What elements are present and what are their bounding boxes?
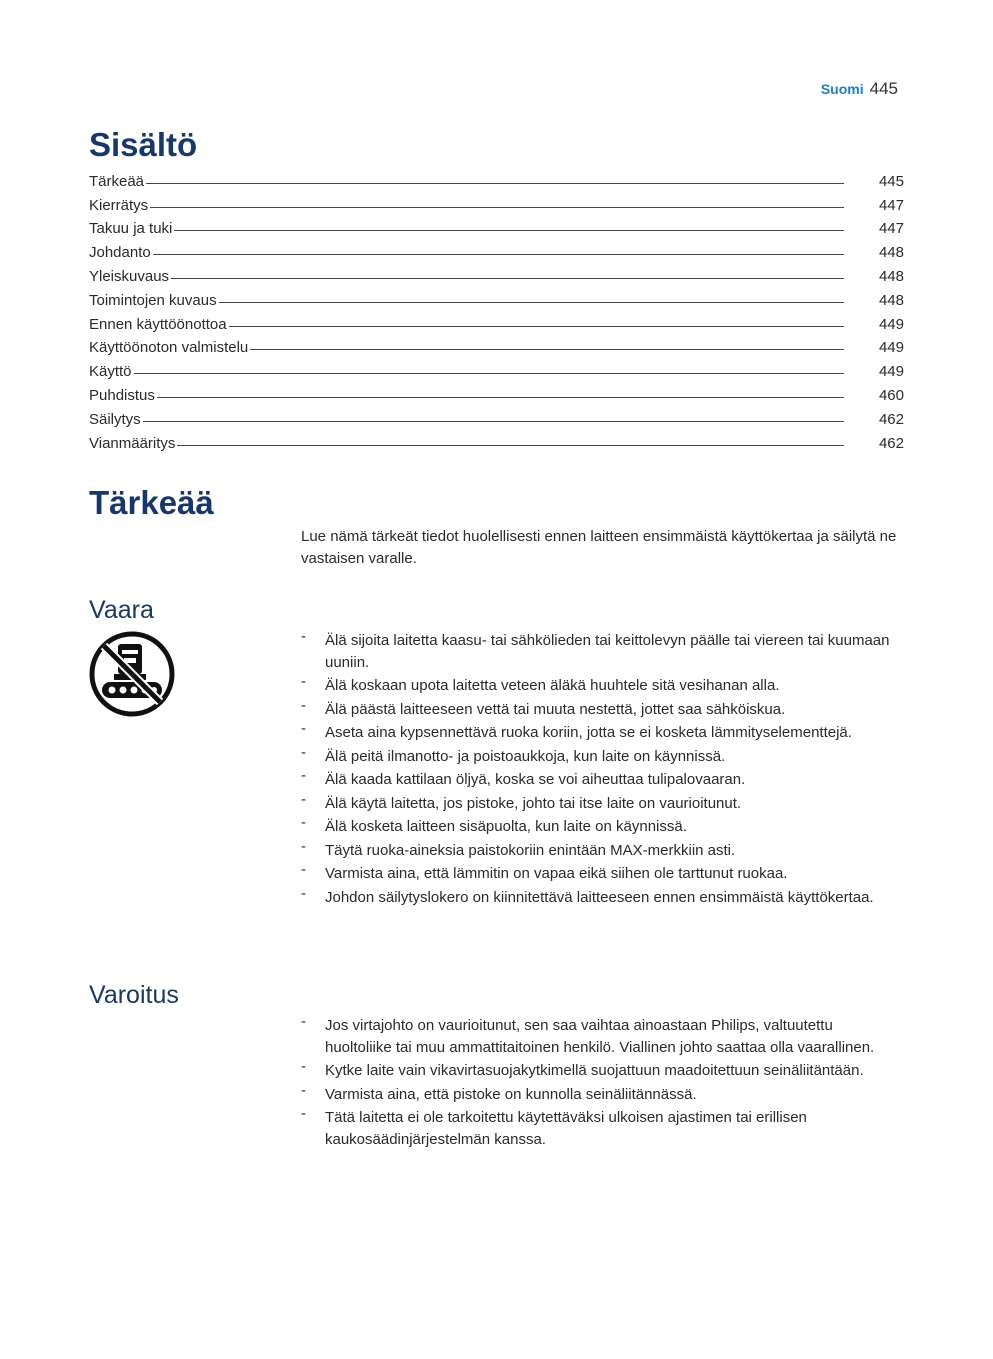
list-item: - Älä sijoita laitetta kaasu- tai sähkölieden tai keittolevyn päälle tai viereen tai kuumaan uuniin.: [301, 630, 901, 673]
toc-entry-label: Vianmääritys: [89, 434, 176, 452]
toc-entry-label: Käyttö: [89, 363, 132, 381]
list-item: - Älä kaada kattilaan öljyä, koska se voi aiheuttaa tulipalovaaran.: [301, 769, 901, 791]
warning-title: Varoitus: [89, 981, 179, 1009]
toc-entry-page: 448: [878, 291, 904, 309]
toc-entry[interactable]: [89, 214, 904, 238]
page-number: 445: [869, 79, 898, 98]
toc-entry-page: 447: [878, 220, 904, 238]
list-item: - Varmista aina, että pistoke on kunnolla seinäliitännässä.: [301, 1084, 901, 1106]
danger-title: Vaara: [89, 596, 154, 624]
list-item: - Älä käytä laitetta, jos pistoke, johto tai itse laite on vaurioitunut.: [301, 793, 901, 815]
toc-entry-label: Kierrätys: [89, 196, 149, 214]
toc-entry-label: Tärkeää: [89, 172, 145, 190]
list-item: - Täytä ruoka-aineksia paistokoriin enintään MAX-merkkiin asti.: [301, 840, 901, 862]
toc-entry[interactable]: [89, 261, 904, 285]
toc-leader: [171, 278, 844, 279]
toc-leader: [150, 207, 844, 208]
list-item: - Jos virtajohto on vaurioitunut, sen saa vaihtaa ainoastaan Philips, valtuutettu huoltoliike tai muu ammattitaitoinen henkilö. Viallinen johto saattaa olla vaarallinen.: [301, 1015, 901, 1058]
toc-leader: [229, 326, 844, 327]
danger-list: [301, 630, 901, 910]
list-item: - Älä päästä laitteeseen vettä tai muuta nestettä, jottet saa sähköiskua.: [301, 699, 901, 721]
toc-entry-page: 462: [878, 410, 904, 428]
toc-leader: [146, 183, 844, 184]
language-label: Suomi: [820, 81, 864, 97]
toc-entry-page: 449: [878, 315, 904, 333]
list-item: - Aseta aina kypsennettävä ruoka koriin, jotta se ei kosketa lämmityselementtejä.: [301, 722, 901, 744]
toc-leader: [177, 445, 844, 446]
toc-leader: [134, 373, 844, 374]
toc-entry[interactable]: [89, 285, 904, 309]
toc-title: Sisältö: [89, 126, 198, 163]
toc-entry-label: Ennen käyttöönottoa: [89, 315, 227, 333]
toc-entry[interactable]: [89, 404, 904, 428]
toc-entry[interactable]: [89, 166, 904, 190]
toc-entry-label: Yleiskuvaus: [89, 267, 170, 285]
toc-entry-page: 449: [878, 363, 904, 381]
toc-entry[interactable]: [89, 380, 904, 404]
toc-leader: [219, 302, 844, 303]
toc-leader: [250, 349, 844, 350]
warning-list: [301, 1015, 901, 1152]
list-item: - Älä kosketa laitteen sisäpuolta, kun laite on käynnissä.: [301, 816, 901, 838]
important-title: Tärkeää: [89, 484, 214, 521]
toc-entry-page: 448: [878, 267, 904, 285]
no-immersion-icon: [88, 630, 176, 718]
toc-leader: [153, 254, 844, 255]
list-item: - Älä koskaan upota laitetta veteen äläkä huuhtele sitä vesihanan alla.: [301, 675, 901, 697]
page-header: [821, 79, 898, 99]
toc-entry-page: 449: [878, 339, 904, 357]
toc-entry-label: Käyttöönoton valmistelu: [89, 339, 249, 357]
toc-entry-label: Johdanto: [89, 244, 151, 262]
list-item: - Johdon säilytyslokero on kiinnitettävä laitteeseen ennen ensimmäistä käyttökertaa.: [301, 887, 901, 909]
toc-entry[interactable]: [89, 428, 904, 452]
toc-leader: [174, 230, 844, 231]
toc-entry-label: Puhdistus: [89, 386, 155, 404]
table-of-contents: [89, 166, 904, 452]
toc-leader: [143, 421, 844, 422]
toc-entry-page: 462: [878, 434, 904, 452]
toc-leader: [157, 397, 844, 398]
toc-entry-page: 447: [878, 196, 904, 214]
toc-entry-page: 445: [878, 172, 904, 190]
toc-entry[interactable]: [89, 190, 904, 214]
toc-entry-label: Säilytys: [89, 410, 141, 428]
list-item: - Älä peitä ilmanotto- ja poistoaukkoja, kun laite on käynnissä.: [301, 746, 901, 768]
toc-entry-page: 448: [878, 244, 904, 262]
list-item: - Kytke laite vain vikavirtasuojakytkimellä suojattuun maadoitettuun seinäliitäntään.: [301, 1060, 901, 1082]
list-item: - Varmista aina, että lämmitin on vapaa eikä siihen ole tarttunut ruokaa.: [301, 863, 901, 885]
toc-entry[interactable]: [89, 356, 904, 380]
important-intro: Lue nämä tärkeät tiedot huolellisesti ennen laitteen ensimmäistä käyttökertaa ja säilytä ne vastaisen varalle.: [301, 528, 897, 567]
toc-entry-page: 460: [878, 386, 904, 404]
toc-entry-label: Takuu ja tuki: [89, 220, 173, 238]
toc-entry[interactable]: [89, 309, 904, 333]
toc-entry[interactable]: [89, 237, 904, 261]
toc-entry[interactable]: [89, 333, 904, 357]
toc-entry-label: Toimintojen kuvaus: [89, 291, 217, 309]
list-item: - Tätä laitetta ei ole tarkoitettu käytettäväksi ulkoisen ajastimen tai erillisen kaukosäädinjärjestelmän kanssa.: [301, 1107, 901, 1150]
